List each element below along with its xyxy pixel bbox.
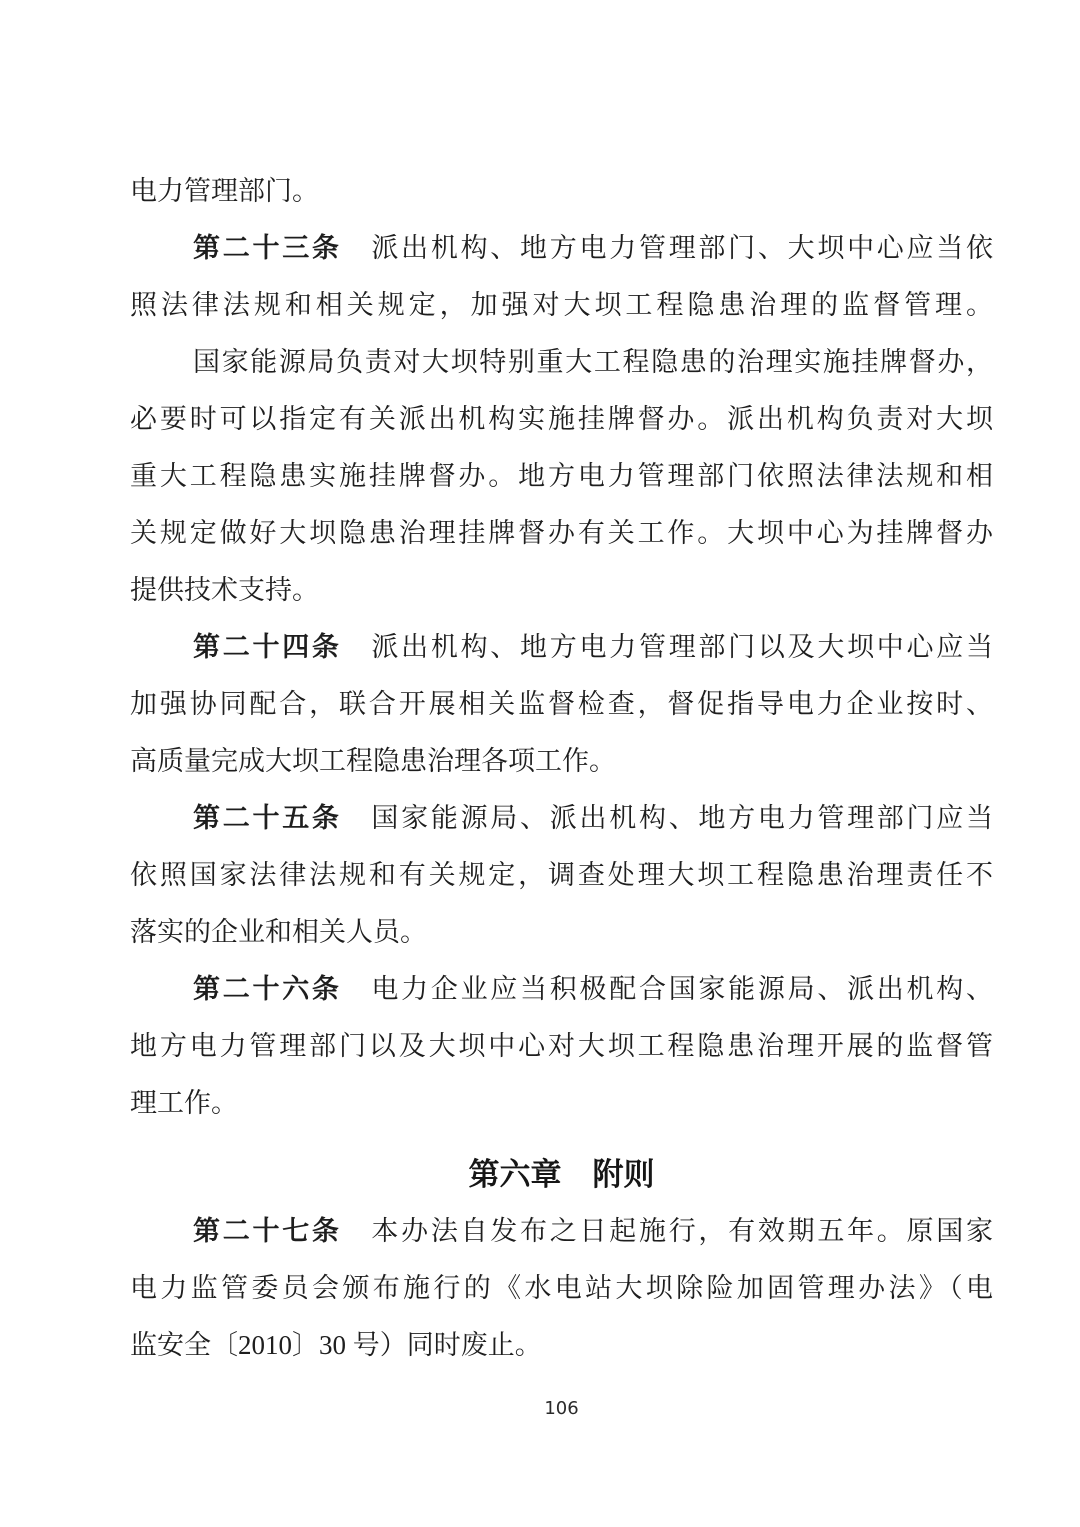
text-segment: 关规定做好大坝隐患治理挂牌督办有关工作。大坝中心为挂牌督办 — [130, 518, 993, 548]
text-segment: 地方电力管理部门以及大坝中心对大坝工程隐患治理开展的监督管 — [130, 1031, 993, 1061]
text-segment: 提供技术支持。 — [130, 575, 319, 605]
text-line — [130, 847, 993, 904]
text-line — [130, 619, 993, 676]
text-segment: 重大工程隐患实施挂牌督办。地方电力管理部门依照法律法规和相 — [130, 461, 993, 491]
text-line — [130, 961, 993, 1018]
text-segment: 照法律法规和相关规定，加强对大坝工程隐患治理的监督管理。 — [130, 290, 993, 320]
text-line — [130, 163, 993, 220]
chapter-heading — [130, 1147, 993, 1203]
article-number: 第二十五条 — [193, 803, 342, 833]
text-segment: 理工作。 — [130, 1088, 238, 1118]
text-segment: 必要时可以指定有关派出机构实施挂牌督办。派出机构负责对大坝 — [130, 404, 993, 434]
text-line — [130, 676, 993, 733]
text-segment: 派出机构、地方电力管理部门以及大坝中心应当 — [341, 632, 994, 662]
text-line — [130, 391, 993, 448]
text-line — [130, 733, 993, 790]
text-segment: 派出机构、地方电力管理部门、大坝中心应当依 — [341, 233, 994, 263]
article-number: 第二十七条 — [193, 1216, 342, 1246]
text-segment: 监安全〔2010〕30 号）同时废止。 — [130, 1330, 542, 1360]
page-number: 106 — [544, 1398, 579, 1419]
text-line — [130, 1317, 993, 1374]
document-body — [130, 163, 993, 1374]
text-segment: 电力监管委员会颁布施行的《水电站大坝除险加固管理办法》（电 — [130, 1273, 993, 1303]
text-line — [130, 448, 993, 505]
text-line — [130, 334, 993, 391]
article-number: 第二十三条 — [193, 233, 342, 263]
text-line — [130, 1018, 993, 1075]
text-segment: 国家能源局、派出机构、地方电力管理部门应当 — [341, 803, 994, 833]
text-segment: 依照国家法律法规和有关规定，调查处理大坝工程隐患治理责任不 — [130, 860, 993, 890]
text-line — [130, 790, 993, 847]
text-segment: 加强协同配合，联合开展相关监督检查，督促指导电力企业按时、 — [130, 689, 993, 719]
text-segment: 本办法自发布之日起施行，有效期五年。原国家 — [341, 1216, 994, 1246]
text-segment: 电力管理部门。 — [130, 176, 319, 206]
article-number: 第二十四条 — [193, 632, 342, 662]
text-line — [130, 1203, 993, 1260]
text-segment: 落实的企业和相关人员。 — [130, 917, 427, 947]
text-segment: 国家能源局负责对大坝特别重大工程隐患的治理实施挂牌督办， — [193, 347, 993, 377]
text-segment: 电力企业应当积极配合国家能源局、派出机构、 — [341, 974, 994, 1004]
text-line — [130, 1075, 993, 1132]
text-line — [130, 904, 993, 961]
text-segment: 第六章 附则 — [468, 1157, 655, 1192]
text-segment: 高质量完成大坝工程隐患治理各项工作。 — [130, 746, 616, 776]
text-line — [130, 562, 993, 619]
article-number: 第二十六条 — [193, 974, 342, 1004]
text-line — [130, 277, 993, 334]
text-line — [130, 505, 993, 562]
text-line — [130, 220, 993, 277]
text-line — [130, 1260, 993, 1317]
